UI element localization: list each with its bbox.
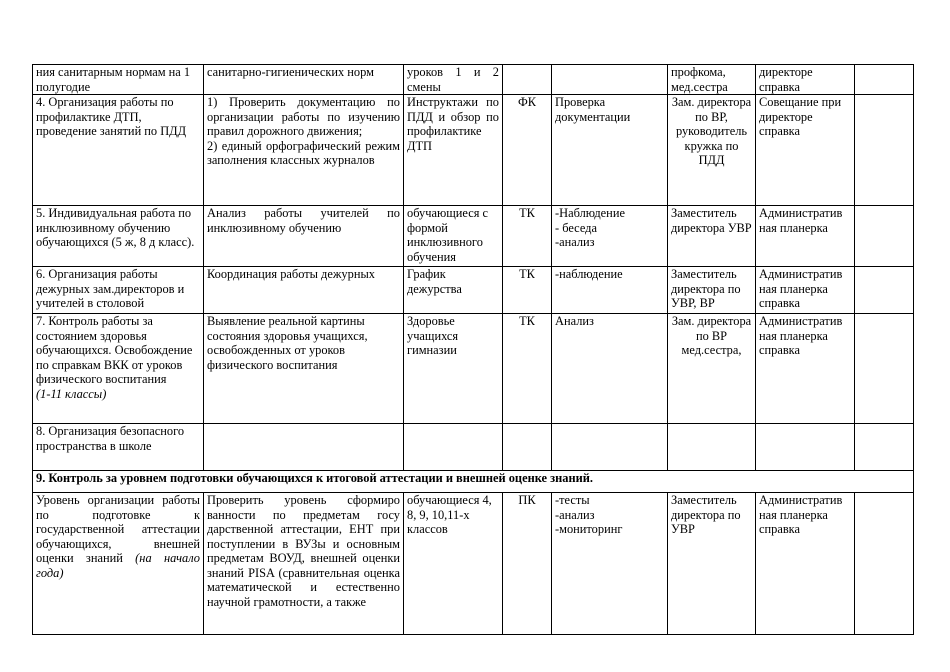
cell-topic-text: 7. Контроль работы за состоянием здоровья обучающихся. Освобождение по справкам ВКК от уроков физического воспитания	[36, 314, 193, 386]
cell-method: -Наблюдение - беседа -анализ	[552, 206, 668, 267]
cell-extra	[855, 95, 914, 206]
cell-result: Административ ная планерка справка	[756, 267, 855, 314]
cell-method: -тесты -анализ -мониторинг	[552, 493, 668, 635]
cell-type: ТК	[503, 267, 552, 314]
cell-responsible: профкома, мед.сестра	[668, 65, 756, 95]
cell-topic: 8. Организация безопасного пространства в школе	[33, 424, 204, 471]
cell-extra	[855, 314, 914, 424]
cell-type: ФК	[503, 95, 552, 206]
cell-topic	[33, 493, 204, 635]
cell-object: График дежурства	[404, 267, 503, 314]
cell-topic-text: Уровень организации работы по подготовке к государственной аттестации обучающихся, внешней оценки знаний	[36, 493, 200, 565]
cell-method: Проверка документации	[552, 95, 668, 206]
cell-type	[503, 424, 552, 471]
cell-topic: 6. Организация работы дежурных зам.директоров и учителей в столовой	[33, 267, 204, 314]
cell-goal	[204, 424, 404, 471]
cell-goal: Координация работы дежурных	[204, 267, 404, 314]
cell-method: Анализ	[552, 314, 668, 424]
cell-extra	[855, 65, 914, 95]
cell-goal: санитарно-гигиенических норм	[204, 65, 404, 95]
cell-topic	[33, 314, 204, 424]
cell-result	[756, 424, 855, 471]
cell-method	[552, 424, 668, 471]
cell-goal: 1) Проверить документацию по организации работы по изучению правил дорожного движения; 2) единый орфографический режим заполнения классных журналов	[204, 95, 404, 206]
cell-result: Административ ная планерка	[756, 206, 855, 267]
cell-responsible: Заместитель директора УВР	[668, 206, 756, 267]
cell-object: обучающиеся 4, 8, 9, 10,11-х классов	[404, 493, 503, 635]
control-plan-table	[32, 64, 914, 635]
cell-type	[503, 65, 552, 95]
cell-extra	[855, 206, 914, 267]
cell-type: ТК	[503, 206, 552, 267]
cell-responsible: Зам. директора по ВР, руководитель кружка по ПДД	[668, 95, 756, 206]
cell-result: Совещание при директоре справка	[756, 95, 855, 206]
cell-result: директоре справка	[756, 65, 855, 95]
table-row	[33, 424, 914, 471]
cell-topic-period: (на начало года)	[36, 551, 200, 580]
cell-topic: ния санитарным нормам на 1 полугодие	[33, 65, 204, 95]
cell-topic: 5. Индивидуальная работа по инклюзивному обучению обучающихся (5 ж, 8 д класс).	[33, 206, 204, 267]
table-row	[33, 314, 914, 424]
cell-goal: Анализ работы учителей по инклюзивному обучению	[204, 206, 404, 267]
cell-method	[552, 65, 668, 95]
table-row	[33, 267, 914, 314]
cell-responsible	[668, 424, 756, 471]
table-row	[33, 493, 914, 635]
cell-extra	[855, 493, 914, 635]
cell-goal: Выявление реальной картины состояния здоровья учащихся, освобожденных от уроков физического воспитания	[204, 314, 404, 424]
cell-object: Здоровье учащихся гимназии	[404, 314, 503, 424]
cell-responsible: Зам. директора по ВР мед.сестра,	[668, 314, 756, 424]
cell-extra	[855, 424, 914, 471]
table-row	[33, 95, 914, 206]
table-row	[33, 65, 914, 95]
cell-object: Инструктажи по ПДД и обзор по профилактике ДТП	[404, 95, 503, 206]
cell-object: обучающиеся с формой инклюзивного обучения	[404, 206, 503, 267]
cell-responsible: Заместитель директора по УВР, ВР	[668, 267, 756, 314]
table-row	[33, 206, 914, 267]
cell-type: ТК	[503, 314, 552, 424]
section-title: 9. Контроль за уровнем подготовки обучающихся к итоговой аттестации и внешней оценке знаний.	[33, 471, 914, 493]
cell-method: -наблюдение	[552, 267, 668, 314]
cell-result: Административ ная планерка справка	[756, 314, 855, 424]
cell-topic-grades: (1-11 классы)	[36, 386, 107, 401]
cell-extra	[855, 267, 914, 314]
section-row	[33, 471, 914, 493]
cell-goal: Проверить уровень сформиро ванности по предметам госу дарственной аттестации, ЕНТ при поступлении в ВУЗы и основным предметам ВОУД, внешней оценки знаний PISA (сравнительная оценка математической и естественно научной грамотности, а также	[204, 493, 404, 635]
cell-object: уроков 1 и 2 смены	[404, 65, 503, 95]
cell-object	[404, 424, 503, 471]
cell-responsible: Заместитель директора по УВР	[668, 493, 756, 635]
cell-topic: 4. Организация работы по профилактике ДТП, проведение занятий по ПДД	[33, 95, 204, 206]
cell-type: ПК	[503, 493, 552, 635]
cell-result: Административ ная планерка справка	[756, 493, 855, 635]
